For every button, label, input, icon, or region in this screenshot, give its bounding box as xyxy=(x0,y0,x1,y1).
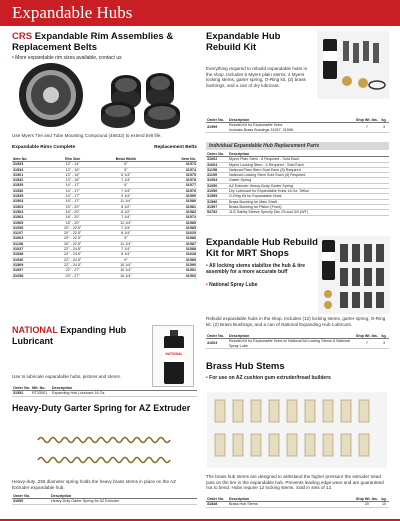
table-row: 31536 14" - 17" 7 1/4" 31576 xyxy=(13,188,196,193)
table-row: 31602 Myers Plain Stem - 8 Required - Sold Each xyxy=(206,157,389,162)
rim-table xyxy=(12,145,197,279)
rebuild-kit-icon xyxy=(317,31,389,99)
table-row: 31504 16" - 20" 8 1/2" 31582 xyxy=(13,209,196,214)
table-row: 31532 13" - 16" 7 1/4" 31578 xyxy=(13,178,196,183)
table-row: 31539 14" - 17" 9 1/4" 31590 xyxy=(13,194,196,199)
table-row: 31538 22" - 24.5" 8 1/4" 31628 xyxy=(13,252,196,257)
table-row: 31569 22" - 24.5" 10 1/4" 31590 xyxy=(13,262,196,267)
col-rim-size: Rim Size xyxy=(48,157,97,162)
spring-coil-icon xyxy=(38,438,170,463)
rim-right-head: Replacement Belts xyxy=(154,145,197,150)
col-bead-width: Bead Width xyxy=(97,157,154,162)
lube-section xyxy=(12,325,130,346)
table-row: 31057 22" - 27" 10 1/4" 31591 xyxy=(13,268,196,273)
rim-bullet: • More expandable rim sizes available, contact us xyxy=(12,55,122,61)
lube-table xyxy=(12,386,197,397)
mrt-image xyxy=(318,236,390,314)
table-row: 31533 12" - 14" 5" 31573 xyxy=(13,162,196,167)
kit-table: Order No. Description Ship Wt. lbs. kg. 31599 Rebuild Kit for Expandable Hubs Includes Brass Bushings 31597, 31598 7 3 xyxy=(206,118,389,133)
table-row: 31535 14" - 17" 6" 31577 xyxy=(13,183,196,188)
mrt-bullet-1: • All locking stems stabilize the hub & tire assembly for a more accurate buff xyxy=(206,263,306,275)
rim-data-table xyxy=(12,157,197,279)
replacement-belts-icon xyxy=(101,73,180,129)
rim-section xyxy=(12,32,194,61)
lube-desc: Use to lubricate expandable hubs, pistons and stems. xyxy=(12,374,122,379)
page-header xyxy=(0,0,400,26)
table-row: 31503 15" - 20" 6 1/2" 31581 xyxy=(13,204,196,209)
table-row: 31158 National Plain Stem Sold Each (8) Required xyxy=(206,167,389,172)
table-row: 31056 Dry Lubricant for Expandable Hubs 16 Oz. Teflon xyxy=(206,189,389,194)
table-row: 31563 18" - 20" 7 1/4" 31572 xyxy=(13,215,196,220)
expandable-rim-image xyxy=(14,61,194,129)
lube-can-label: NATIONAL xyxy=(165,352,183,356)
col-belt-item: Item No. xyxy=(154,157,197,162)
spring-table: Order No. Description 31650 Heavy-Duty Garter Spring for AZ Extruder xyxy=(12,494,197,505)
spring-title: Heavy-Duty Garter Spring for AZ Extruder xyxy=(12,403,191,413)
table-row: 31037 22" - 24.5" 7 1/4" 31588 xyxy=(13,247,196,252)
garter-spring-image xyxy=(34,428,174,472)
table-row: 31055 20" - 22.5" 7 1/4" 31585 xyxy=(13,225,196,230)
table-row: 31848 Brass Hub Stems 20 10 xyxy=(206,502,389,507)
table-row: 31063 20" - 22.5" 9" 31586 xyxy=(13,236,196,241)
parts-bar: Individual Expandable Hub Replacement Parts xyxy=(206,142,389,150)
page-title: Expandable Hubs xyxy=(12,3,133,22)
table-row: 31108 20" - 22.5" 11 1/4" 31587 xyxy=(13,241,196,246)
table-row: 31603 Rebuild Kit for Expandable Hubs w/ National All Locking Stems & National Spray Lube 7 3 xyxy=(206,339,389,349)
table-row: 54752 11/2 Safety Sleeve Specify Dim 25 and 3/4 (WT) xyxy=(206,210,389,215)
brass-stems-image xyxy=(207,392,387,468)
table-row: 31604 Myers Locking Stem - 4 Required - Sold Each xyxy=(206,162,389,167)
lube-col-desc: Description xyxy=(51,386,197,391)
table-row: 31552 RT33001 Expanding Hub Lubricant 16 Oz. xyxy=(12,391,197,396)
rim-note: Use Myers Tire and Tube Mounting Compound (46632) to extend belt life. xyxy=(12,133,162,138)
lube-col-mfr: Mfr. No. xyxy=(31,386,51,391)
table-row: 31540 22" - 24.5" 9" 31589 xyxy=(13,257,196,262)
kit-title: Expandable Hub Rebuild Kit xyxy=(206,31,281,53)
spring-desc: Heavy-duty .255 diameter spring holds the heavy brass stems in place on the AZ Extruder expandable hub. xyxy=(12,479,176,490)
brass-table: Order No. Description Ship Wt. lbs. kg. 31848 Brass Hub Stems 20 10 xyxy=(206,497,389,508)
table-row: 31159 National Locking Stem Sold Each (4) Required xyxy=(206,173,389,178)
table-row: 31501 13" - 16" 6 1/4" 31575 xyxy=(13,172,196,177)
mrt-desc: Rebuild expandable hubs in the shop. Includes (12) locking stems, garter spring, O-Ring kit, (2) Brass Bushings, and a can of National Expanding Hub Lubricant. xyxy=(206,316,386,327)
table-row: 31597 Brass Bushing for Piston (Front) xyxy=(206,204,389,209)
brass-bullet: • For use on AZ cushion gum extruder/tread builders xyxy=(206,375,331,381)
kit-image xyxy=(317,31,389,99)
mrt-table: Order No. Description Ship Wt. lbs. kg. 31603 Rebuild Kit for Expandable Hubs w/ National All Locking Stems & National Spray Lube 7 3 xyxy=(206,334,389,349)
rim-assembly-icon xyxy=(19,63,83,127)
table-row: 31503 15" - 17" 11 1/4" 31580 xyxy=(13,199,196,204)
kit-desc: Everything required to rebuild expandable hubs in the shop. Includes 6 Myers plain stems, 4 Myers locking stems, garter spring, O-Ring kit, (2) brass bushings, and a can of dry lubricant. xyxy=(206,66,308,88)
table-row: 31534 13" - 16" 5" 31574 xyxy=(13,167,196,172)
mrt-kit-icon xyxy=(318,236,390,314)
rim-title: CRS Expandable Rim Assemblies & Replacement Belts xyxy=(12,31,174,53)
rim-left-head: Expandable Rims Complete xyxy=(12,145,76,150)
parts-table: Order No. Description 31602 Myers Plain Stem - 8 Required - Sold Each 31604 Myers Locking Stem - 4 Required - Sold Each 31158 National Plain Stem Sold Each (8) Required 31159 National Locking Stem Sold Each (4) Required 31054 Garter Spring 31050 AZ Extruder Heavy-Body Garter Spring 31056 Dry Lubricant for Expandable Hubs 16 Oz. Teflon 31595 O-Ring Kit for Expandable Hubs 31596 Brass Bushing for Main Shaft 31597 Brass Bushing for Piston (Front) 54752 11/2 Safety Sleeve Specify Dim 25 and 3/4 (WT) xyxy=(206,152,389,216)
table-row: 31107 20" - 22.5" 8 1/4" 31625 xyxy=(13,231,196,236)
mrt-title: Expandable Hub Rebuild Kit for MRT Shops xyxy=(206,237,318,259)
brass-desc: The brass hub stems are designed to withstand the higher pressure the extruder tread puts on the tire in the expandable hub. Prevents leading edge wear and are guaranteed not to bend. Hubs require 12 locking stems. Sold in sets of 12. xyxy=(206,474,384,491)
brass-title: Brass Hub Stems xyxy=(206,361,285,372)
mrt-bullet-2: • National Spray Lube xyxy=(206,282,258,288)
table-row: 31058 23" - 27" 10 1/4" 31592 xyxy=(13,273,196,278)
lube-col-order: Order No. xyxy=(13,386,31,390)
table-row: 31596 Brass Bushing for Main Shaft xyxy=(206,199,389,204)
table-row: 31054 Garter Spring xyxy=(206,178,389,183)
table-row: 31050 AZ Extruder Heavy-Body Garter Spring xyxy=(206,183,389,188)
col-item: Item No. xyxy=(12,157,48,162)
table-row: 31599 Rebuild Kit for Expandable Hubs Includes Brass Bushings 31597, 31598 7 3 xyxy=(206,123,389,133)
brass-stem-icon xyxy=(207,392,387,468)
table-row: 31650 Heavy-Duty Garter Spring for AZ Extruder xyxy=(12,499,197,504)
lube-title: NATIONAL Expanding Hub Lubricant xyxy=(12,325,127,346)
table-row: 31565 18" - 20" 11 1/4" 31585 xyxy=(13,220,196,225)
table-row: 31595 O-Ring Kit for Expandable Hubs xyxy=(206,194,389,199)
